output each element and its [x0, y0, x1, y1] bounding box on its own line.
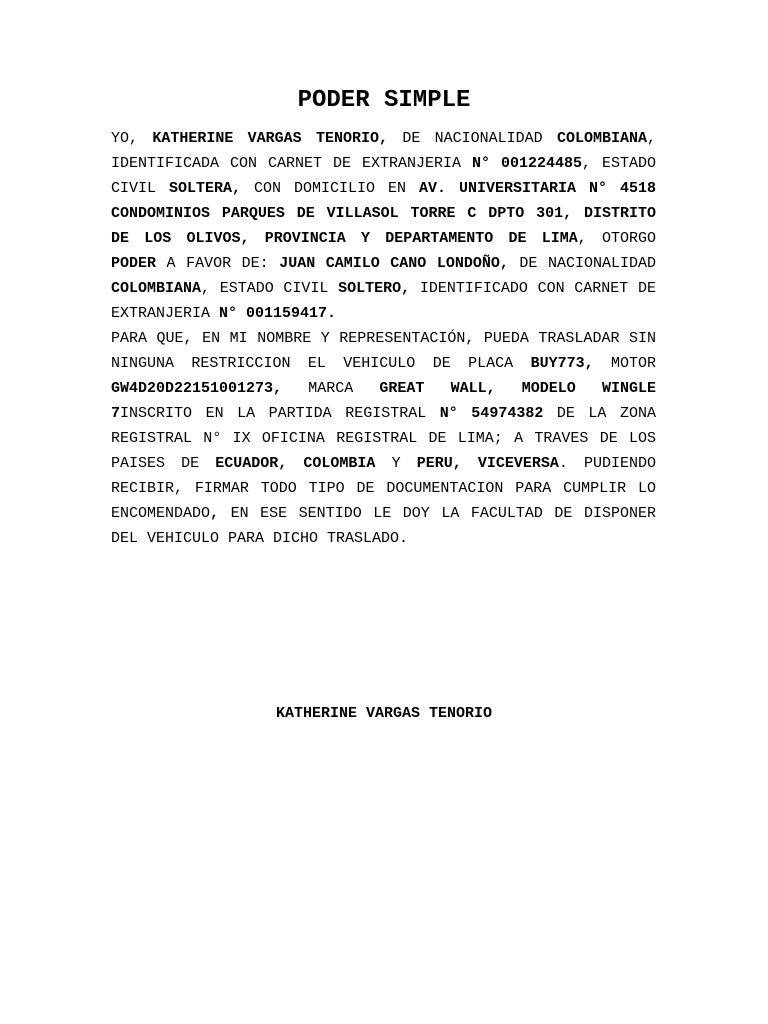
- text-run: Y: [375, 455, 417, 472]
- bold-text-run: ,: [210, 505, 220, 522]
- bold-text-run: COLOMBIANA: [111, 280, 202, 297]
- paragraph-grant: [111, 126, 656, 326]
- text-run: DE NACIONALIDAD: [388, 130, 557, 147]
- bold-text-run: AV. UNIVERSITARIA N° 4518 CONDOMINIOS PARQUES DE VILLASOL TORRE C DPTO 301, DISTRITO DE LOS OLIVOS, PROVINCIA Y DEPARTAMENTO DE LIMA: [111, 180, 656, 247]
- bold-text-run: COLOMBIANA: [556, 130, 647, 147]
- text-run: , ESTADO CIVIL: [111, 155, 656, 197]
- text-run: PARA QUE, EN MI NOMBRE Y REPRESENTACIÓN, PUEDA TRASLADAR SIN NINGUNA RESTRICCION EL VEHICULO DE PLACA: [111, 330, 656, 372]
- bold-text-run: GW4D20D22151001273,: [111, 380, 283, 397]
- bold-text-run: JUAN CAMILO CANO LONDOÑO,: [279, 255, 509, 272]
- text-run: , ESTADO CIVIL: [201, 280, 339, 297]
- bold-text-run: SOLTERA,: [169, 180, 242, 197]
- bold-text-run: SOLTERO,: [338, 280, 411, 297]
- text-run: CON DOMICILIO EN: [241, 180, 419, 197]
- bold-text-run: BUY773,: [530, 355, 594, 372]
- paragraph-purpose: [111, 326, 656, 551]
- signature-name: KATHERINE VARGAS TENORIO: [275, 705, 493, 722]
- bold-text-run: KATHERINE VARGAS TENORIO,: [152, 130, 388, 147]
- text-run: INSCRITO EN LA PARTIDA REGISTRAL: [120, 405, 440, 422]
- text-run: IDENTIFICADO CON CARNET DE EXTRANJERIA: [111, 280, 656, 322]
- text-run: , IDENTIFICADA CON CARNET DE EXTRANJERIA: [111, 130, 656, 172]
- text-run: , OTORGO: [577, 230, 656, 247]
- text-run: DE NACIONALIDAD: [508, 255, 656, 272]
- text-run: MARCA: [282, 380, 380, 397]
- document-title: PODER SIMPLE: [297, 87, 471, 114]
- text-run: A FAVOR DE:: [156, 255, 280, 272]
- document-body: [111, 126, 656, 551]
- text-run: EN ESE SENTIDO LE DOY LA FACULTAD DE DISPONER DEL VEHICULO PARA DICHO TRASLADO.: [111, 505, 656, 547]
- text-run: DE LA ZONA REGISTRAL N° IX OFICINA REGISTRAL DE LIMA; A TRAVES DE LOS PAISES DE: [111, 405, 656, 472]
- bold-text-run: PERU, VICEVERSA: [416, 455, 559, 472]
- text-run: . PUDIENDO RECIBIR, FIRMAR TODO TIPO DE DOCUMENTACION PARA CUMPLIR LO ENCOMENDADO: [111, 455, 657, 522]
- bold-text-run: GREAT WALL, MODELO WINGLE 7: [111, 380, 656, 422]
- bold-text-run: N° 001224485: [471, 155, 582, 172]
- bold-text-run: PODER: [111, 255, 157, 272]
- bold-text-run: N° 001159417.: [219, 305, 337, 322]
- text-run: YO,: [111, 130, 153, 147]
- bold-text-run: ECUADOR, COLOMBIA: [215, 455, 376, 472]
- text-run: MOTOR: [593, 355, 657, 372]
- bold-text-run: N° 54974382: [439, 405, 544, 422]
